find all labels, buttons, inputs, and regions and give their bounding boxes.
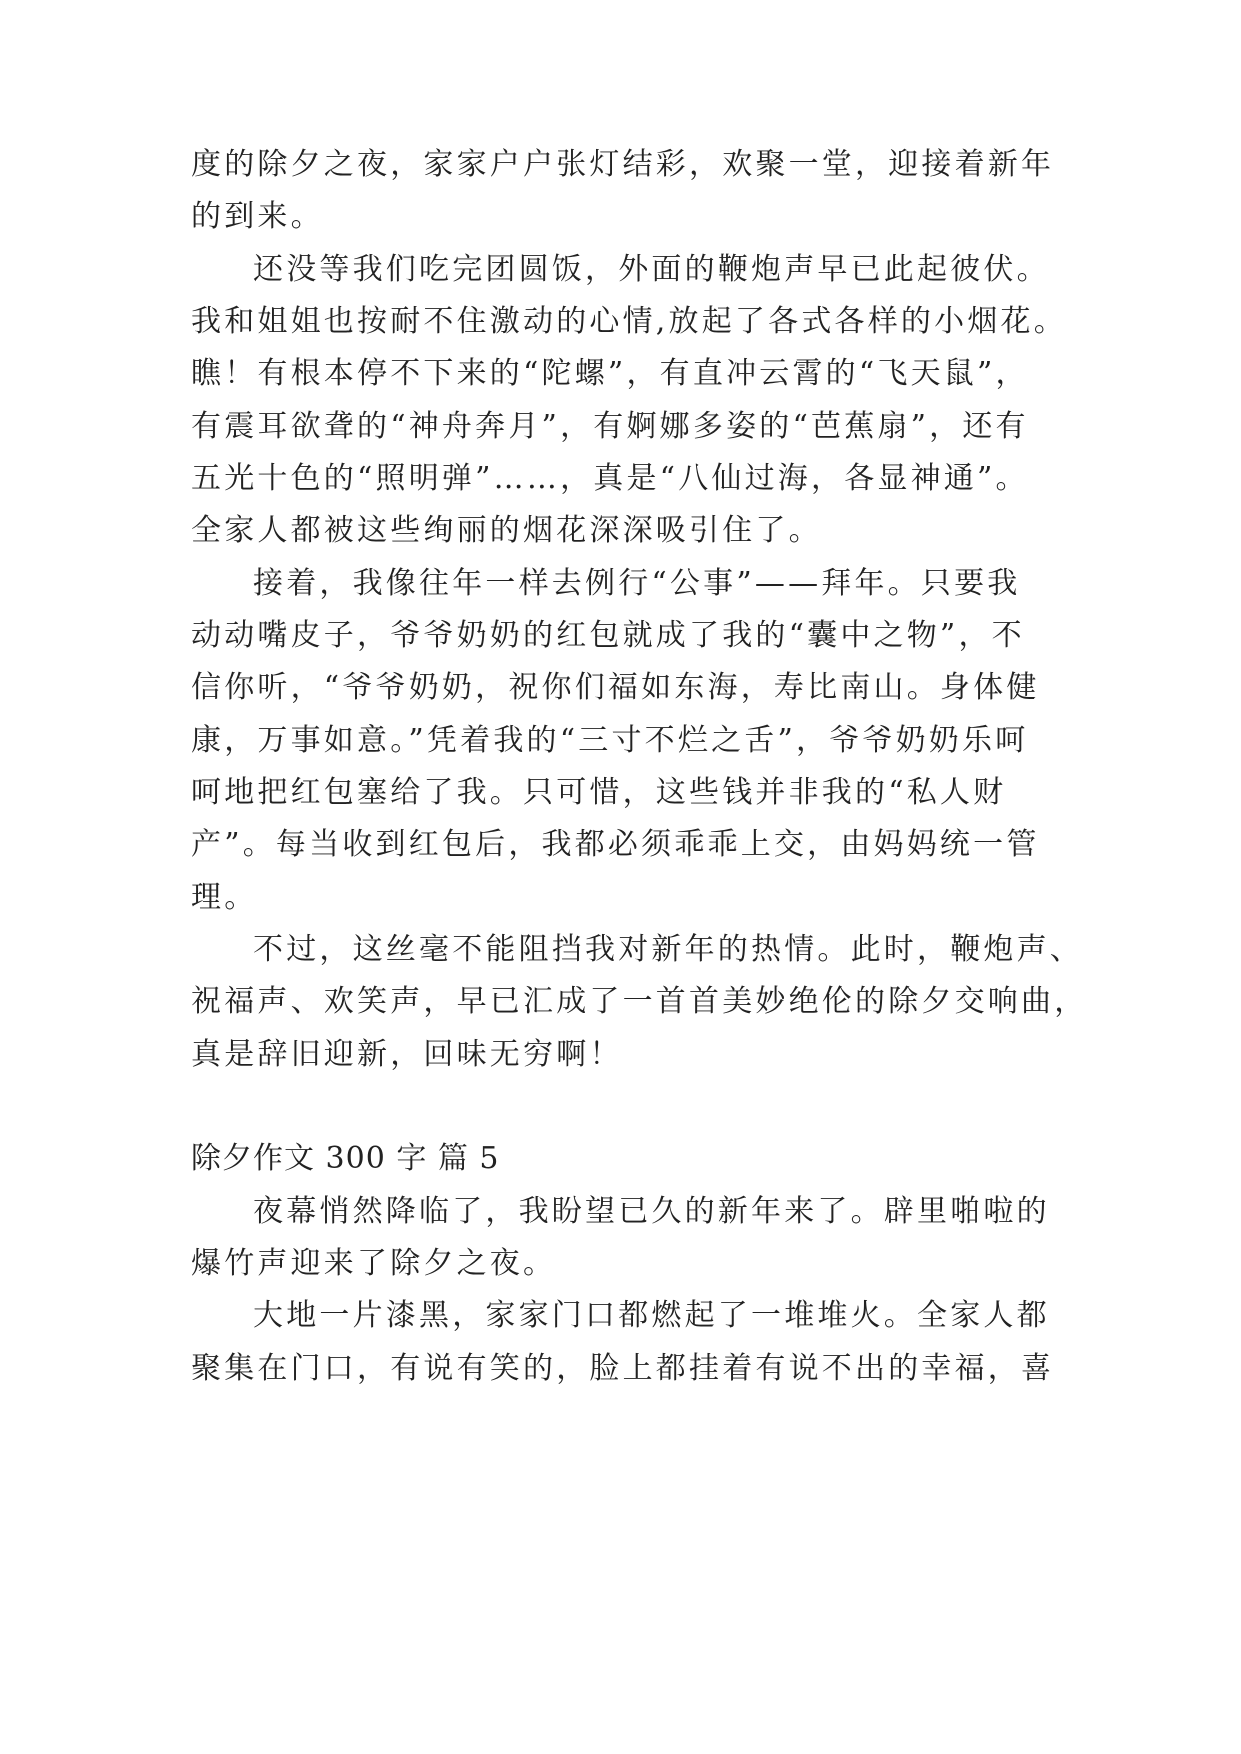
text-line: 祝福声、欢笑声，早已汇成了一首首美妙绝伦的除夕交响曲， <box>191 984 1088 1019</box>
text-line: 接着，我像往年一样去例行“公事”——拜年。只要我 <box>253 566 1021 601</box>
text-line: 真是辞旧迎新，回味无穷啊！ <box>191 1037 623 1072</box>
section-heading: 除夕作文 300 字 篇 5 <box>191 1141 500 1176</box>
text-line: 聚集在门口，有说有笑的，脸上都挂着有说不出的幸福，喜 <box>191 1351 1055 1386</box>
text-line: 大地一片漆黑，家家门口都燃起了一堆堆火。全家人都 <box>253 1298 1050 1333</box>
text-line: 有震耳欲聋的“神舟奔月”，有婀娜多姿的“芭蕉扇”，还有 <box>191 409 1029 444</box>
text-line: 度的除夕之夜，家家户户张灯结彩，欢聚一堂，迎接着新年 <box>191 147 1055 182</box>
text-line: 还没等我们吃完团圆饭，外面的鞭炮声早已此起彼伏。 <box>253 252 1050 287</box>
text-line: 动动嘴皮子，爷爷奶奶的红包就成了我的“囊中之物”，不 <box>191 618 1025 653</box>
text-line: 信你听，“爷爷奶奶，祝你们福如东海，寿比南山。身体健 <box>191 670 1040 705</box>
text-line: 五光十色的“照明弹”……，真是“八仙过海，各显神通”。 <box>191 461 1029 496</box>
text-line: 理。 <box>191 880 258 915</box>
text-line: 的到来。 <box>191 199 324 234</box>
text-line: 不过，这丝毫不能阻挡我对新年的热情。此时，鞭炮声、 <box>253 932 1083 967</box>
text-line: 康，万事如意。”凭着我的“三寸不烂之舌”，爷爷奶奶乐呵 <box>191 723 1029 758</box>
text-line: 爆竹声迎来了除夕之夜。 <box>191 1246 557 1281</box>
text-line: 夜幕悄然降临了，我盼望已久的新年来了。辟里啪啦的 <box>253 1194 1050 1229</box>
text-line: 呵地把红包塞给了我。只可惜，这些钱并非我的“私人财 <box>191 775 1007 810</box>
text-line: 全家人都被这些绚丽的烟花深深吸引住了。 <box>191 513 822 548</box>
text-line: 瞧！有根本停不下来的“陀螺”，有直冲云霄的“飞天鼠”， <box>191 356 1029 391</box>
text-line: 产”。每当收到红包后，我都必须乖乖上交，由妈妈统一管 <box>191 827 1040 862</box>
text-line: 我和姐姐也按耐不住激动的心情,放起了各式各样的小烟花。 <box>191 304 1067 339</box>
